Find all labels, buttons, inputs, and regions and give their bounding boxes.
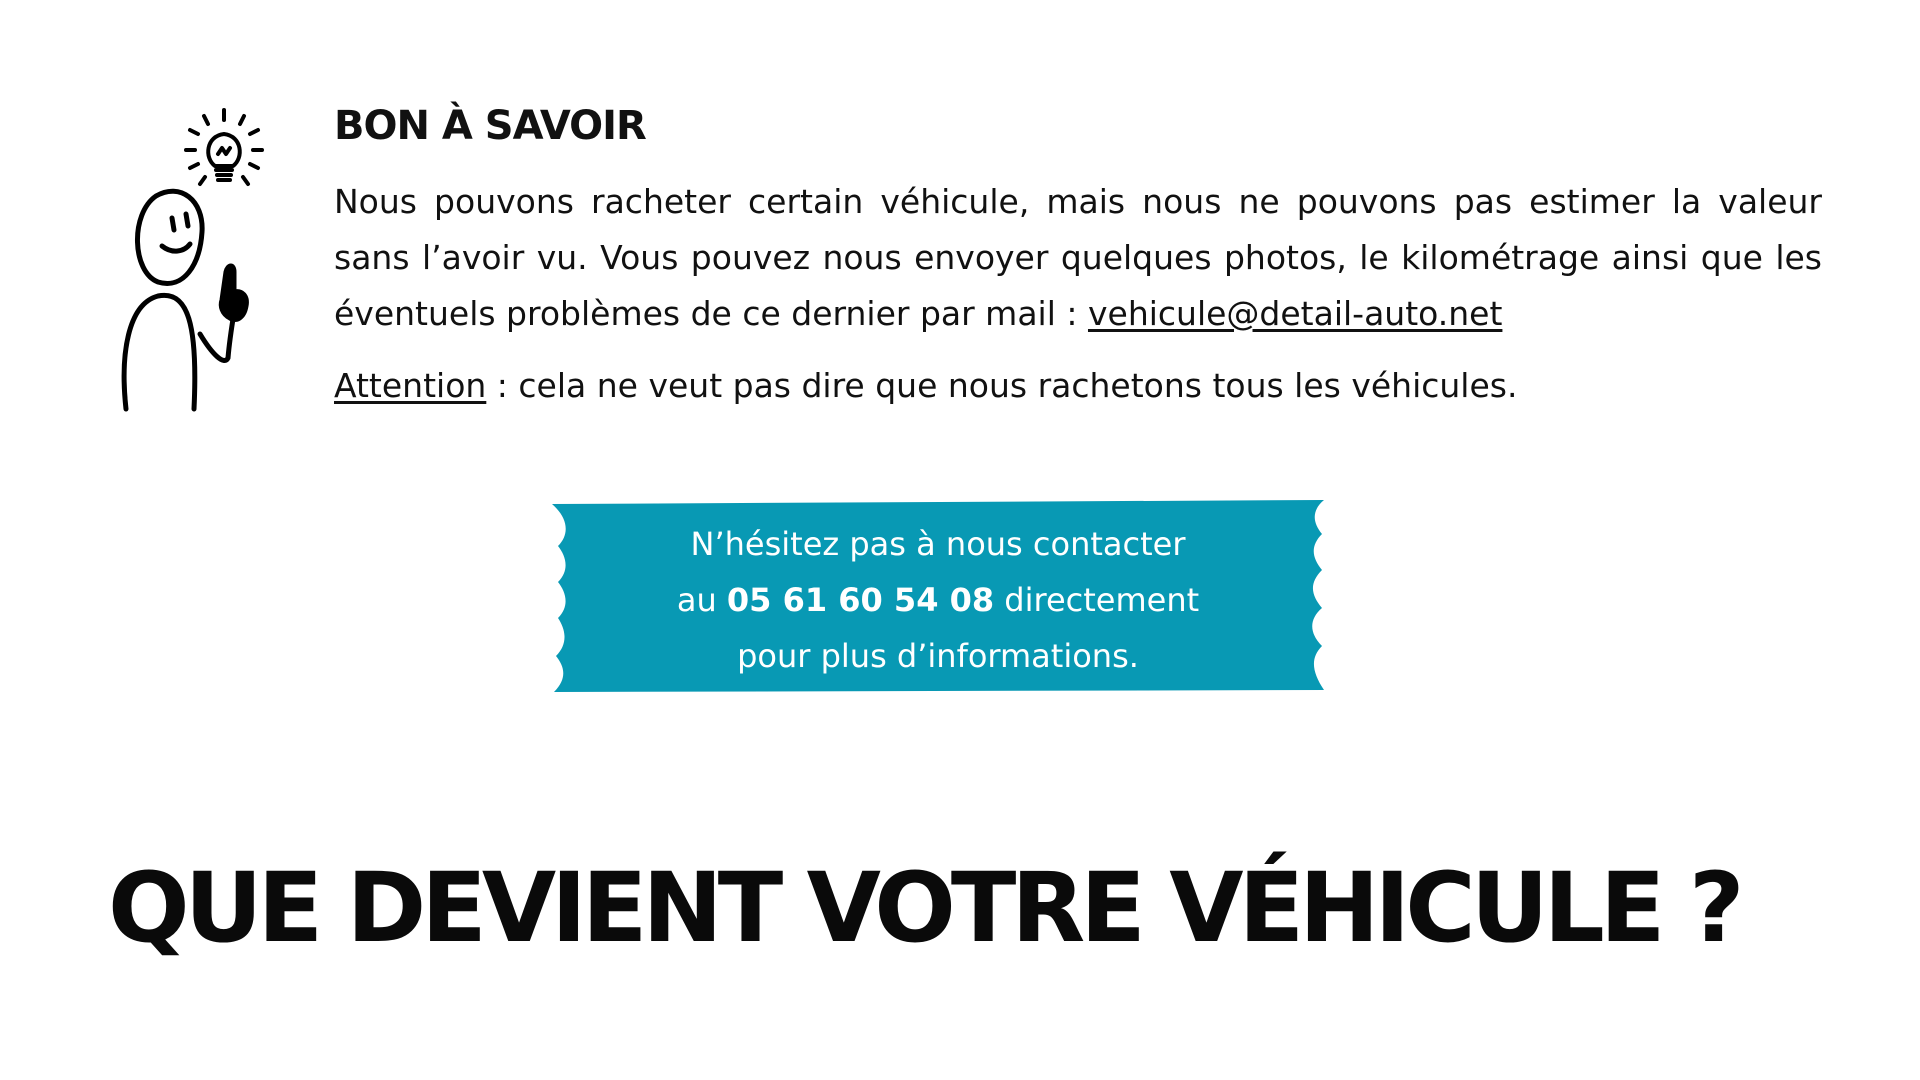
warning-text: : cela ne veut pas dire que nous rachetons tous les véhicules. <box>486 366 1518 405</box>
banner-line-1: N’hésitez pas à nous contacter <box>690 525 1186 563</box>
banner-line-2 <box>552 572 1324 628</box>
email-link[interactable]: vehicule@detail-auto.net <box>1087 294 1503 333</box>
warning-label: Attention <box>334 366 487 405</box>
warning-line <box>334 358 1822 414</box>
head-shape <box>137 191 202 283</box>
person-lightbulb-icon <box>118 104 278 424</box>
banner-line-2-prefix: au <box>676 581 727 619</box>
banner-line-2-suffix: directement <box>994 581 1200 619</box>
info-heading: BON À SAVOIR <box>334 103 646 149</box>
main-title: QUE DEVIENT VOTRE VÉHICULE ? <box>108 852 1740 964</box>
body-shape <box>124 295 195 409</box>
contact-banner <box>552 500 1324 692</box>
info-body <box>334 174 1822 342</box>
banner-text <box>552 516 1324 684</box>
info-section <box>334 96 1822 414</box>
hand-shape <box>221 266 246 320</box>
lightbulb-rays <box>186 110 262 184</box>
info-body-text: Nous pouvons racheter certain véhicule, mais nous ne pouvons pas estimer la valeur sans l’avoir vu. Vous pouvez nous envoyer quelques photos, le kilométrage ainsi que les éventuels problèmes de ce dernier par mail : <box>334 182 1822 333</box>
phone-number[interactable]: 05 61 60 54 08 <box>726 581 995 619</box>
lightbulb-icon <box>208 134 240 180</box>
banner-line-3: pour plus d’informations. <box>737 637 1139 675</box>
